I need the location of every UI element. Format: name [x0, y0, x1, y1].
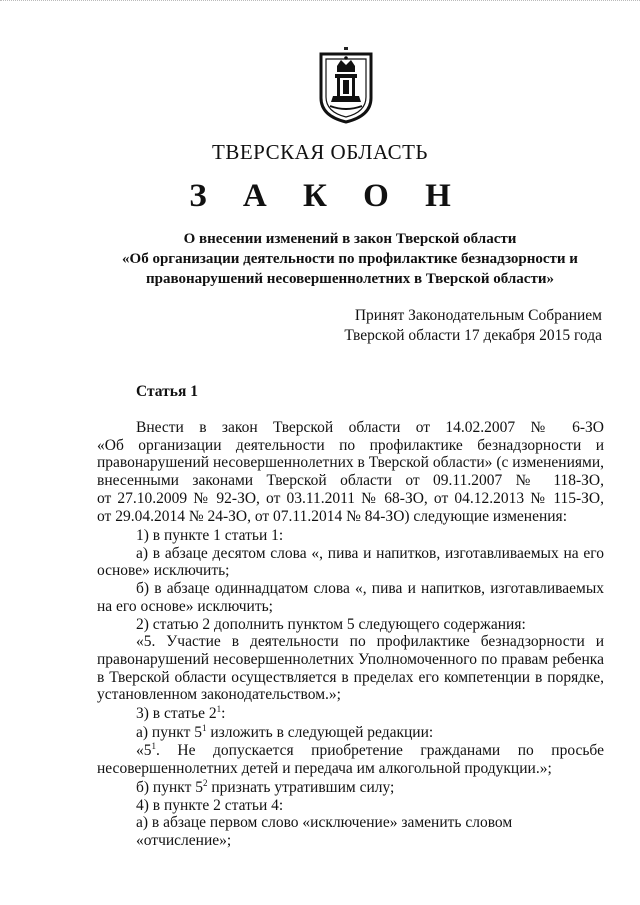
- item-1: 1) в пункте 1 статьи 1:: [136, 527, 284, 544]
- subtitle-line: О внесении изменений в закон Тверской области: [183, 231, 517, 247]
- subtitle-line: «Об организации деятельности по профилактике безнадзорности и: [122, 251, 578, 267]
- text-line: Внести в закон Тверской области от 14.02.2007 № 6-ЗО: [136, 419, 604, 436]
- item-3a: а) пункт $5^1$ изложить в следующей редакции:: [136, 722, 434, 741]
- text-line: от 29.04.2014 № 24-ЗО, от 07.11.2014 № 84-ЗО) следующие изменения:: [97, 507, 567, 525]
- item-2-quote-line: установленном законодательством.»;: [97, 686, 341, 704]
- item-4a: а) в абзаце первом слово «исключение» заменить словом «отчисление»;: [136, 814, 513, 849]
- item-1a-line: а) в абзаце десятом слова «, пива и напитков, изготавливаемых на его: [136, 544, 604, 562]
- item-1a-line: основе» исключить;: [97, 562, 230, 580]
- text-line: «Об организации деятельности по профилактике безнадзорности и: [97, 436, 604, 454]
- coat-of-arms-emblem: [317, 46, 375, 124]
- amendments-list: [97, 527, 604, 850]
- intro-paragraph: [97, 419, 604, 525]
- item-2-quote-line: в Тверской области осуществляется в пределах его компетенции в порядке,: [97, 668, 604, 686]
- adoption-line: Тверской области 17 декабря 2015 года: [344, 327, 602, 344]
- text-line: внесенными законами Тверской области от 09.11.2007 № 118-ЗО,: [97, 472, 604, 490]
- item-3b: б) пункт $5^2$ признать утратившим силу;: [136, 777, 395, 796]
- item-4: 4) в пункте 2 статьи 4:: [136, 796, 284, 814]
- item-3-quote-line: несовершеннолетних детей и передача им алкогольной продукции.»;: [97, 760, 552, 778]
- item-1b-line: б) в абзаце одиннадцатом слова «, пива и напитков, изготавливаемых: [136, 580, 604, 598]
- adoption-line: Принят Законодательным Собранием: [354, 307, 602, 324]
- subtitle-line: правонарушений несовершеннолетних в Тверской области»: [146, 271, 554, 287]
- article-title: Статья 1: [136, 383, 198, 400]
- text-line: от 27.10.2009 № 92-ЗО, от 03.11.2011 № 68-ЗО, от 04.12.2013 № 115-ЗО,: [97, 489, 604, 507]
- adoption-note: [344, 306, 602, 346]
- item-2-quote-line: «5. Участие в деятельности по профилактике безнадзорности и: [136, 633, 604, 651]
- item-3-quote-line: «$5^1$. Не допускается приобретение гражданами по просьбе: [136, 741, 604, 760]
- item-3: 3) в статье $2^1$:: [136, 704, 226, 723]
- scan-edge: [0, 0, 640, 3]
- item-2: 2) статью 2 дополнить пунктом 5 следующего содержания:: [136, 615, 526, 633]
- text-line: правонарушений несовершеннолетних в Тверской области» (с изменениями,: [97, 454, 604, 472]
- region-title: ТВЕРСКАЯ ОБЛАСТЬ: [212, 140, 428, 164]
- item-2-quote-line: правонарушений несовершеннолетних Уполномоченного по правам ребенка: [97, 650, 604, 668]
- law-subtitle: [100, 229, 600, 289]
- item-1b-line: на его основе» исключить;: [97, 597, 273, 615]
- document-type: З А К О Н: [189, 178, 465, 214]
